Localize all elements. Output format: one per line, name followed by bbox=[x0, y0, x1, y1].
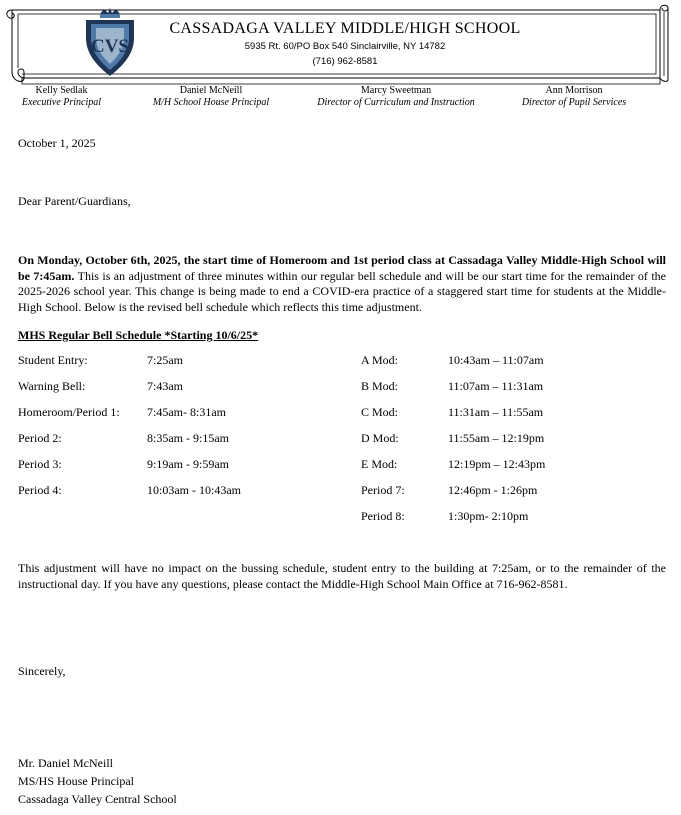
schedule-time: 7:43am bbox=[147, 379, 183, 393]
schedule-heading: MHS Regular Bell Schedule *Starting 10/6/25* bbox=[18, 328, 259, 342]
staff-item bbox=[306, 85, 486, 109]
schedule-time: 11:55am – 12:19pm bbox=[448, 431, 545, 445]
schedule-label: D Mod: bbox=[361, 431, 399, 445]
schedule-time: 9:19am - 9:59am bbox=[147, 457, 229, 471]
staff-name: Kelly Sedlak bbox=[35, 85, 88, 96]
school-address: 5935 Rt. 60/PO Box 540 Sinclairville, NY 14782 bbox=[244, 41, 446, 52]
schedule-time: 12:46pm - 1:26pm bbox=[448, 483, 538, 497]
intro-paragraph bbox=[18, 253, 666, 315]
school-phone: (716) 962-8581 bbox=[312, 56, 378, 67]
schedule-label: E Mod: bbox=[361, 457, 398, 471]
schedule-time: 11:31am – 11:55am bbox=[448, 405, 544, 419]
schedule-label: Period 7: bbox=[361, 483, 405, 497]
schedule-time: 11:07am – 11:31am bbox=[448, 379, 544, 393]
signature-org: Cassadaga Valley Central School bbox=[18, 792, 177, 806]
school-address-block bbox=[150, 39, 540, 69]
signature-title: MS/HS House Principal bbox=[18, 774, 135, 788]
staff-item bbox=[511, 85, 637, 109]
schedule-time: 12:19pm – 12:43pm bbox=[448, 457, 546, 471]
staff-item bbox=[141, 85, 281, 109]
schedule-time: 8:35am - 9:15am bbox=[147, 431, 229, 445]
staff-title: Director of Pupil Services bbox=[521, 97, 627, 108]
closing-paragraph: This adjustment will have no impact on the bussing schedule, student entry to the building at 7:25am, or to the remainder of the instructional day. If you have any questions, please contact the Middle-High School Main Office at 716-962-8581. bbox=[18, 561, 666, 591]
staff-name: Ann Morrison bbox=[545, 85, 603, 96]
schedule-label: Period 4: bbox=[18, 483, 62, 497]
schedule-time: 7:45am- 8:31am bbox=[147, 405, 226, 419]
letter-date: October 1, 2025 bbox=[18, 136, 96, 150]
schedule-label: Student Entry: bbox=[18, 353, 88, 367]
school-logo bbox=[80, 8, 140, 78]
logo-monogram: CVS bbox=[90, 36, 130, 57]
intro-bold-text: On Monday, October 6th, 2025, the start time of Homeroom and 1st period class at Cassadaga Valley Middle-High School will be 7:45am. bbox=[18, 253, 666, 283]
signature-block bbox=[18, 754, 177, 808]
schedule-label: Warning Bell: bbox=[18, 379, 86, 393]
schedule-label: Period 3: bbox=[18, 457, 62, 471]
schedule-label: Homeroom/Period 1: bbox=[18, 405, 120, 419]
staff-name: Daniel McNeill bbox=[179, 85, 243, 96]
intro-text: This is an adjustment of three minutes within our regular bell schedule and will be our start time for the remainder of the 2025-2026 school year. This change is being made to end a COVID-era practice of a staggered start time for students at the Middle-High School. Below is the revised bell schedule which reflects this time adjustment. bbox=[18, 268, 667, 314]
staff-name: Marcy Sweetman bbox=[360, 85, 432, 96]
schedule-label: B Mod: bbox=[361, 379, 399, 393]
schedule-time: 7:25am bbox=[147, 353, 183, 367]
schedule-time: 10:03am - 10:43am bbox=[147, 483, 241, 497]
staff-title: M/H School House Principal bbox=[152, 97, 270, 108]
staff-title: Director of Curriculum and Instruction bbox=[317, 97, 475, 108]
schedule-label: Period 2: bbox=[18, 431, 62, 445]
schedule-label: C Mod: bbox=[361, 405, 399, 419]
signoff: Sincerely, bbox=[18, 664, 66, 678]
schedule-time: 1:30pm- 2:10pm bbox=[448, 509, 529, 523]
schedule-label: A Mod: bbox=[361, 353, 399, 367]
schedule-time: 10:43am – 11:07am bbox=[448, 353, 544, 367]
salutation: Dear Parent/Guardians, bbox=[18, 194, 131, 208]
staff-title: Executive Principal bbox=[21, 97, 102, 108]
staff-item bbox=[14, 85, 109, 109]
signature-name: Mr. Daniel McNeill bbox=[18, 756, 113, 770]
school-name: CASSADAGA VALLEY MIDDLE/HIGH SCHOOL bbox=[169, 20, 521, 37]
schedule-label: Period 8: bbox=[361, 509, 405, 523]
